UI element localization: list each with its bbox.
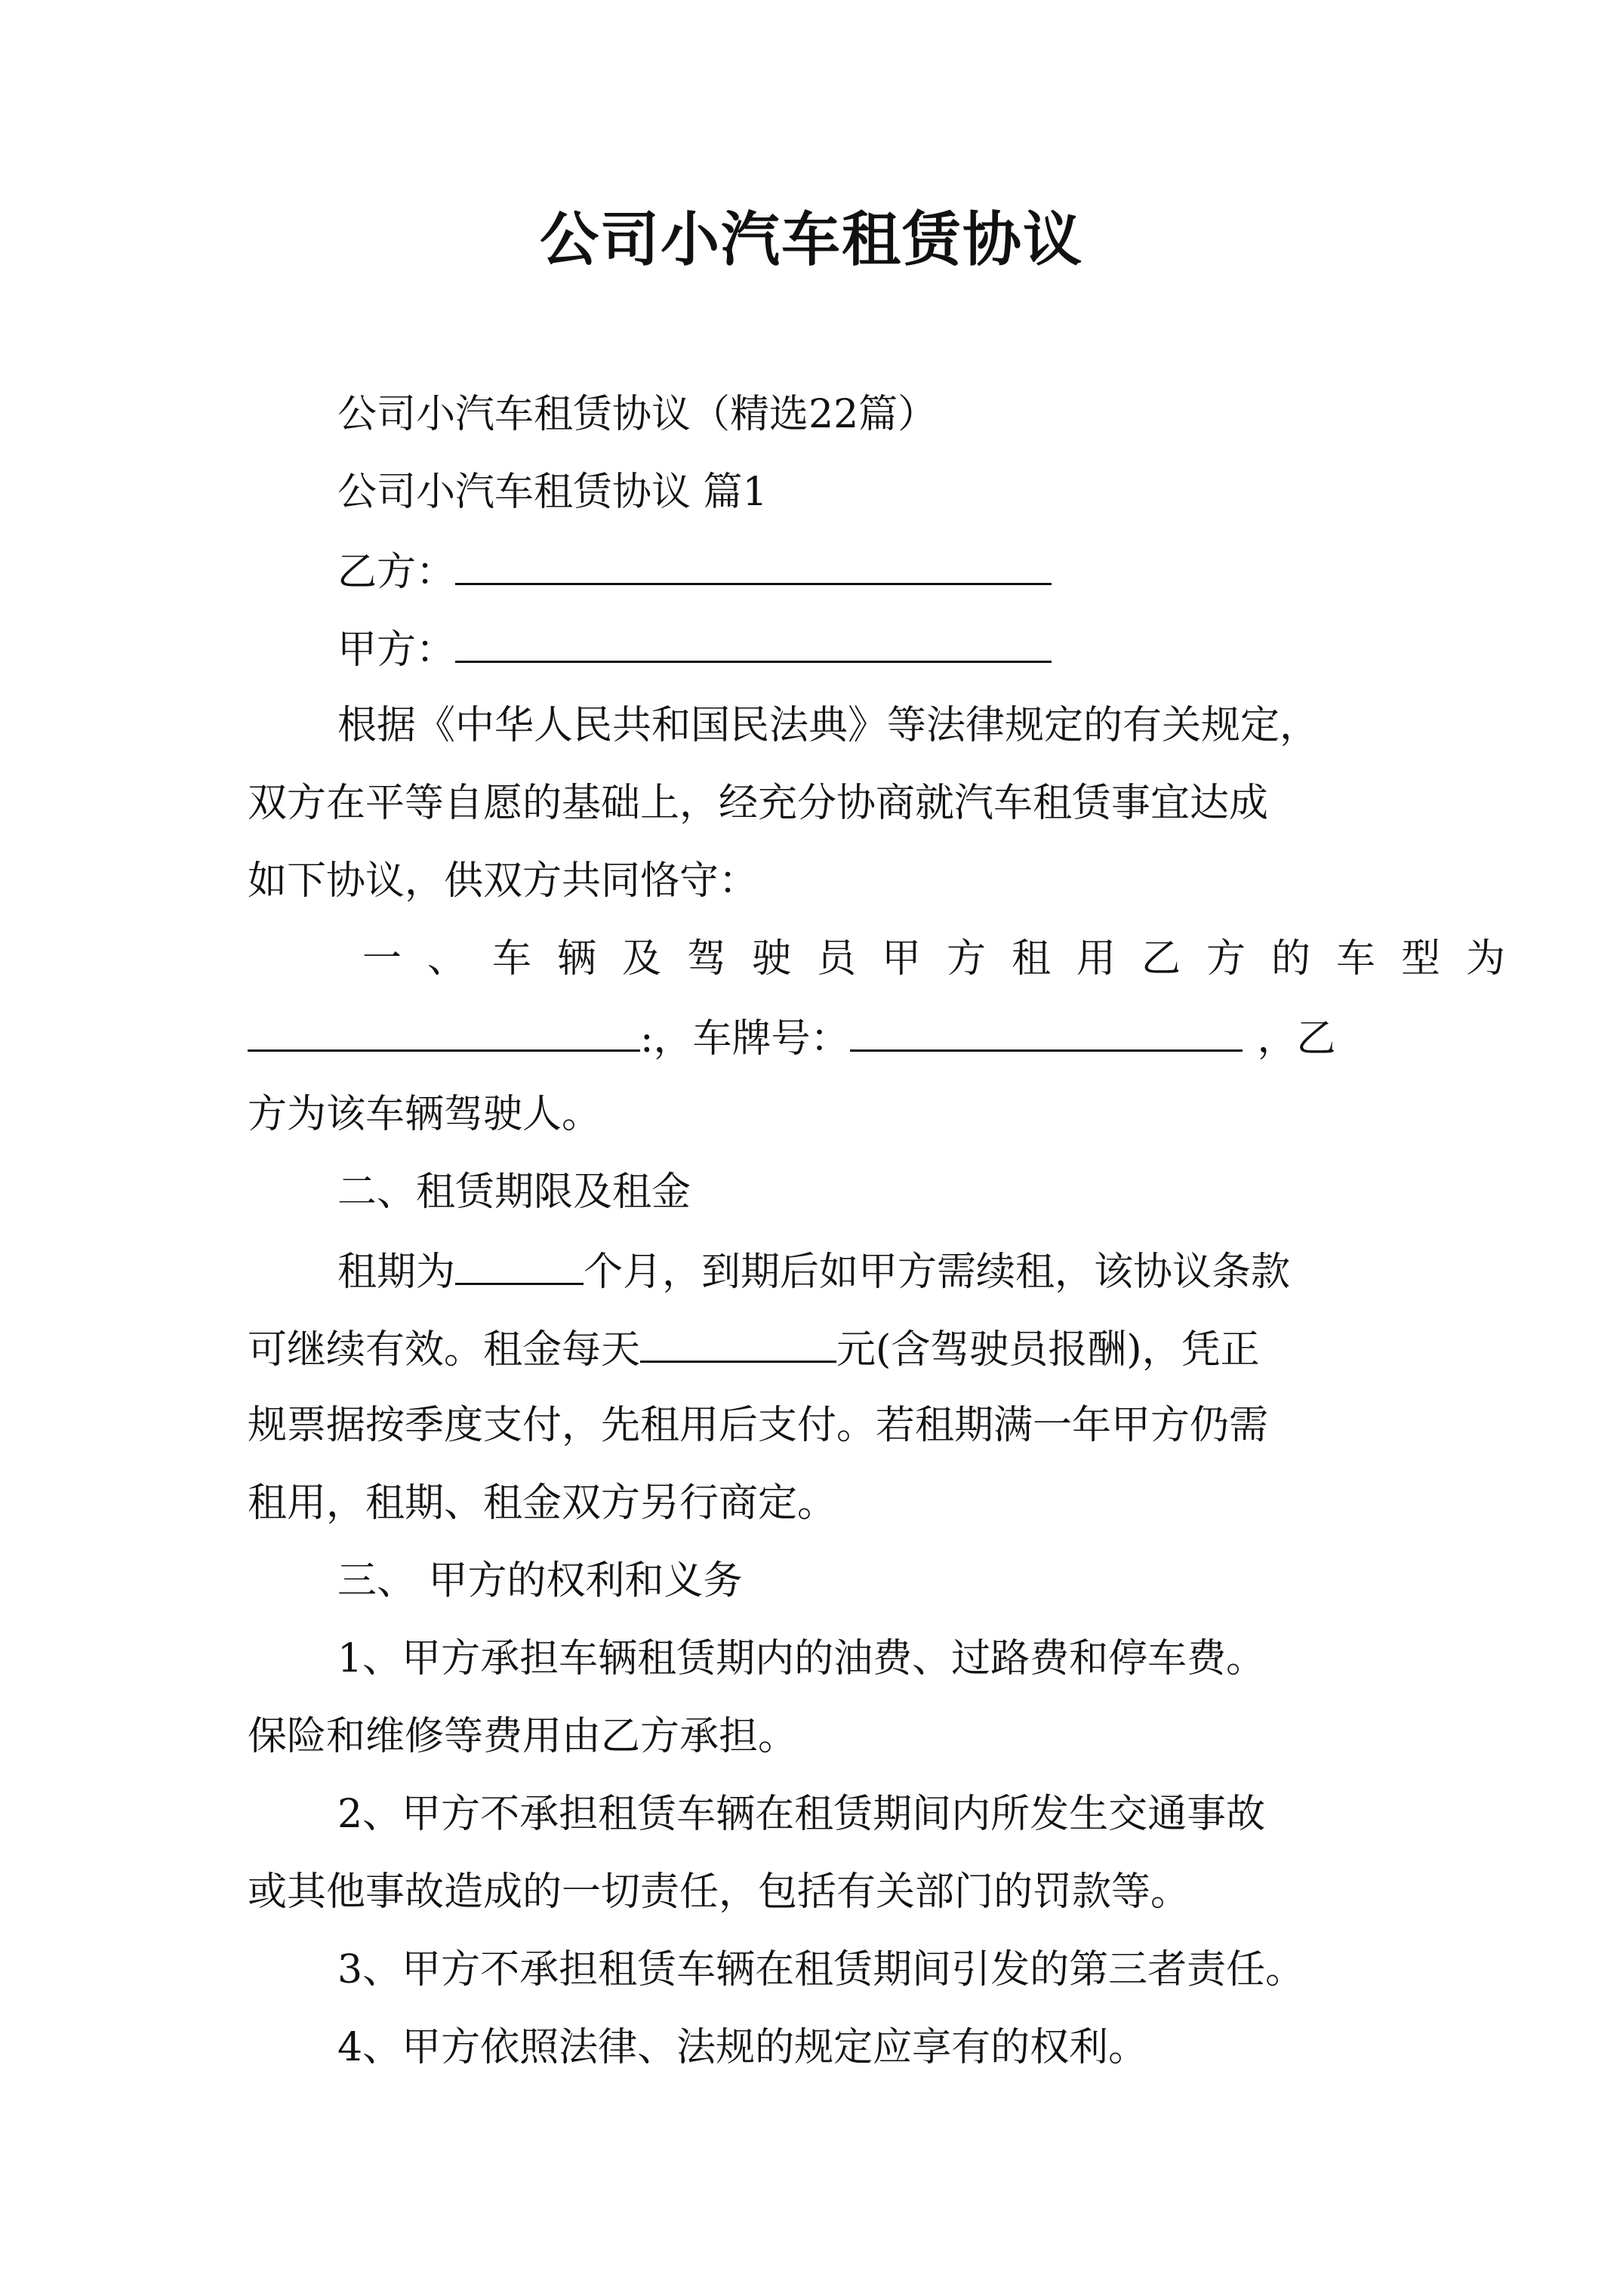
sec3-item-2-line-1: 2、甲方不承担租赁车辆在租赁期间内所发生交通事故 [337,1792,1266,1837]
sec2-line-2 [248,1321,1260,1376]
rent-label: 可继续有效。租金每天 [248,1327,641,1373]
rent-blank [640,1321,836,1363]
car-model-blank [248,1010,640,1052]
sec3-item-1-line-2: 保险和维修等费用由乙方承担。 [248,1714,798,1759]
subtitle: 公司小汽车租赁协议（精选22篇） [337,392,938,437]
term-label: 租期为 [337,1250,456,1295]
intro-line-3: 如下协议，供双方共同恪守： [248,858,759,904]
sec3-item-2-line-2: 或其他事故造成的一切责任，包括有关部门的罚款等。 [248,1869,1190,1915]
sec2-heading: 二、租赁期限及租金 [337,1170,691,1215]
plate-blank [850,1010,1243,1052]
term-blank [455,1244,584,1285]
rent-rest: 元(含驾驶员报酬)，凭正 [836,1327,1260,1373]
plate-label: :，车牌号： [640,1016,850,1062]
document-title: 公司小汽车租赁协议 [539,205,1083,274]
party-a-blank [455,621,1052,663]
sec2-line-3: 规票据按季度支付，先租用后支付。若租期满一年甲方仍需 [248,1403,1269,1448]
sec3-item-3: 3、甲方不承担租赁车辆在租赁期间引发的第三者责任。 [337,1947,1305,1992]
sec1-line-3: 方为该车辆驾驶人。 [248,1092,602,1137]
party-b-line [337,544,1052,599]
sec3-heading: 三、 甲方的权利和义务 [337,1558,743,1604]
sec1-line-2 [248,1010,1336,1065]
sec2-line-4: 租用，租期、租金双方另行商定。 [248,1481,837,1526]
sec3-item-1-line-1: 1、甲方承担车辆租赁期内的油费、过路费和停车费。 [337,1636,1266,1681]
sec1-line-2-end: ，乙 [1257,1016,1336,1062]
sec2-line-1 [337,1244,1290,1299]
term-rest: 个月，到期后如甲方需续租，该协议条款 [584,1250,1291,1295]
party-a-label: 甲方： [337,627,456,673]
chapter-heading: 公司小汽车租赁协议 篇1 [337,470,768,515]
sec1-line-1: 一、车辆及驾驶员甲方租用乙方的车型为 [362,936,1532,982]
party-b-blank [455,544,1052,585]
party-b-label: 乙方： [337,550,456,595]
sec3-item-4: 4、甲方依照法律、法规的规定应享有的权利。 [337,2025,1148,2070]
intro-line-2: 双方在平等自愿的基础上，经充分协商就汽车租赁事宜达成 [248,781,1269,826]
party-a-line [337,621,1052,676]
intro-line-1: 根据《中华人民共和国民法典》等法律规定的有关规定， [337,703,1320,748]
